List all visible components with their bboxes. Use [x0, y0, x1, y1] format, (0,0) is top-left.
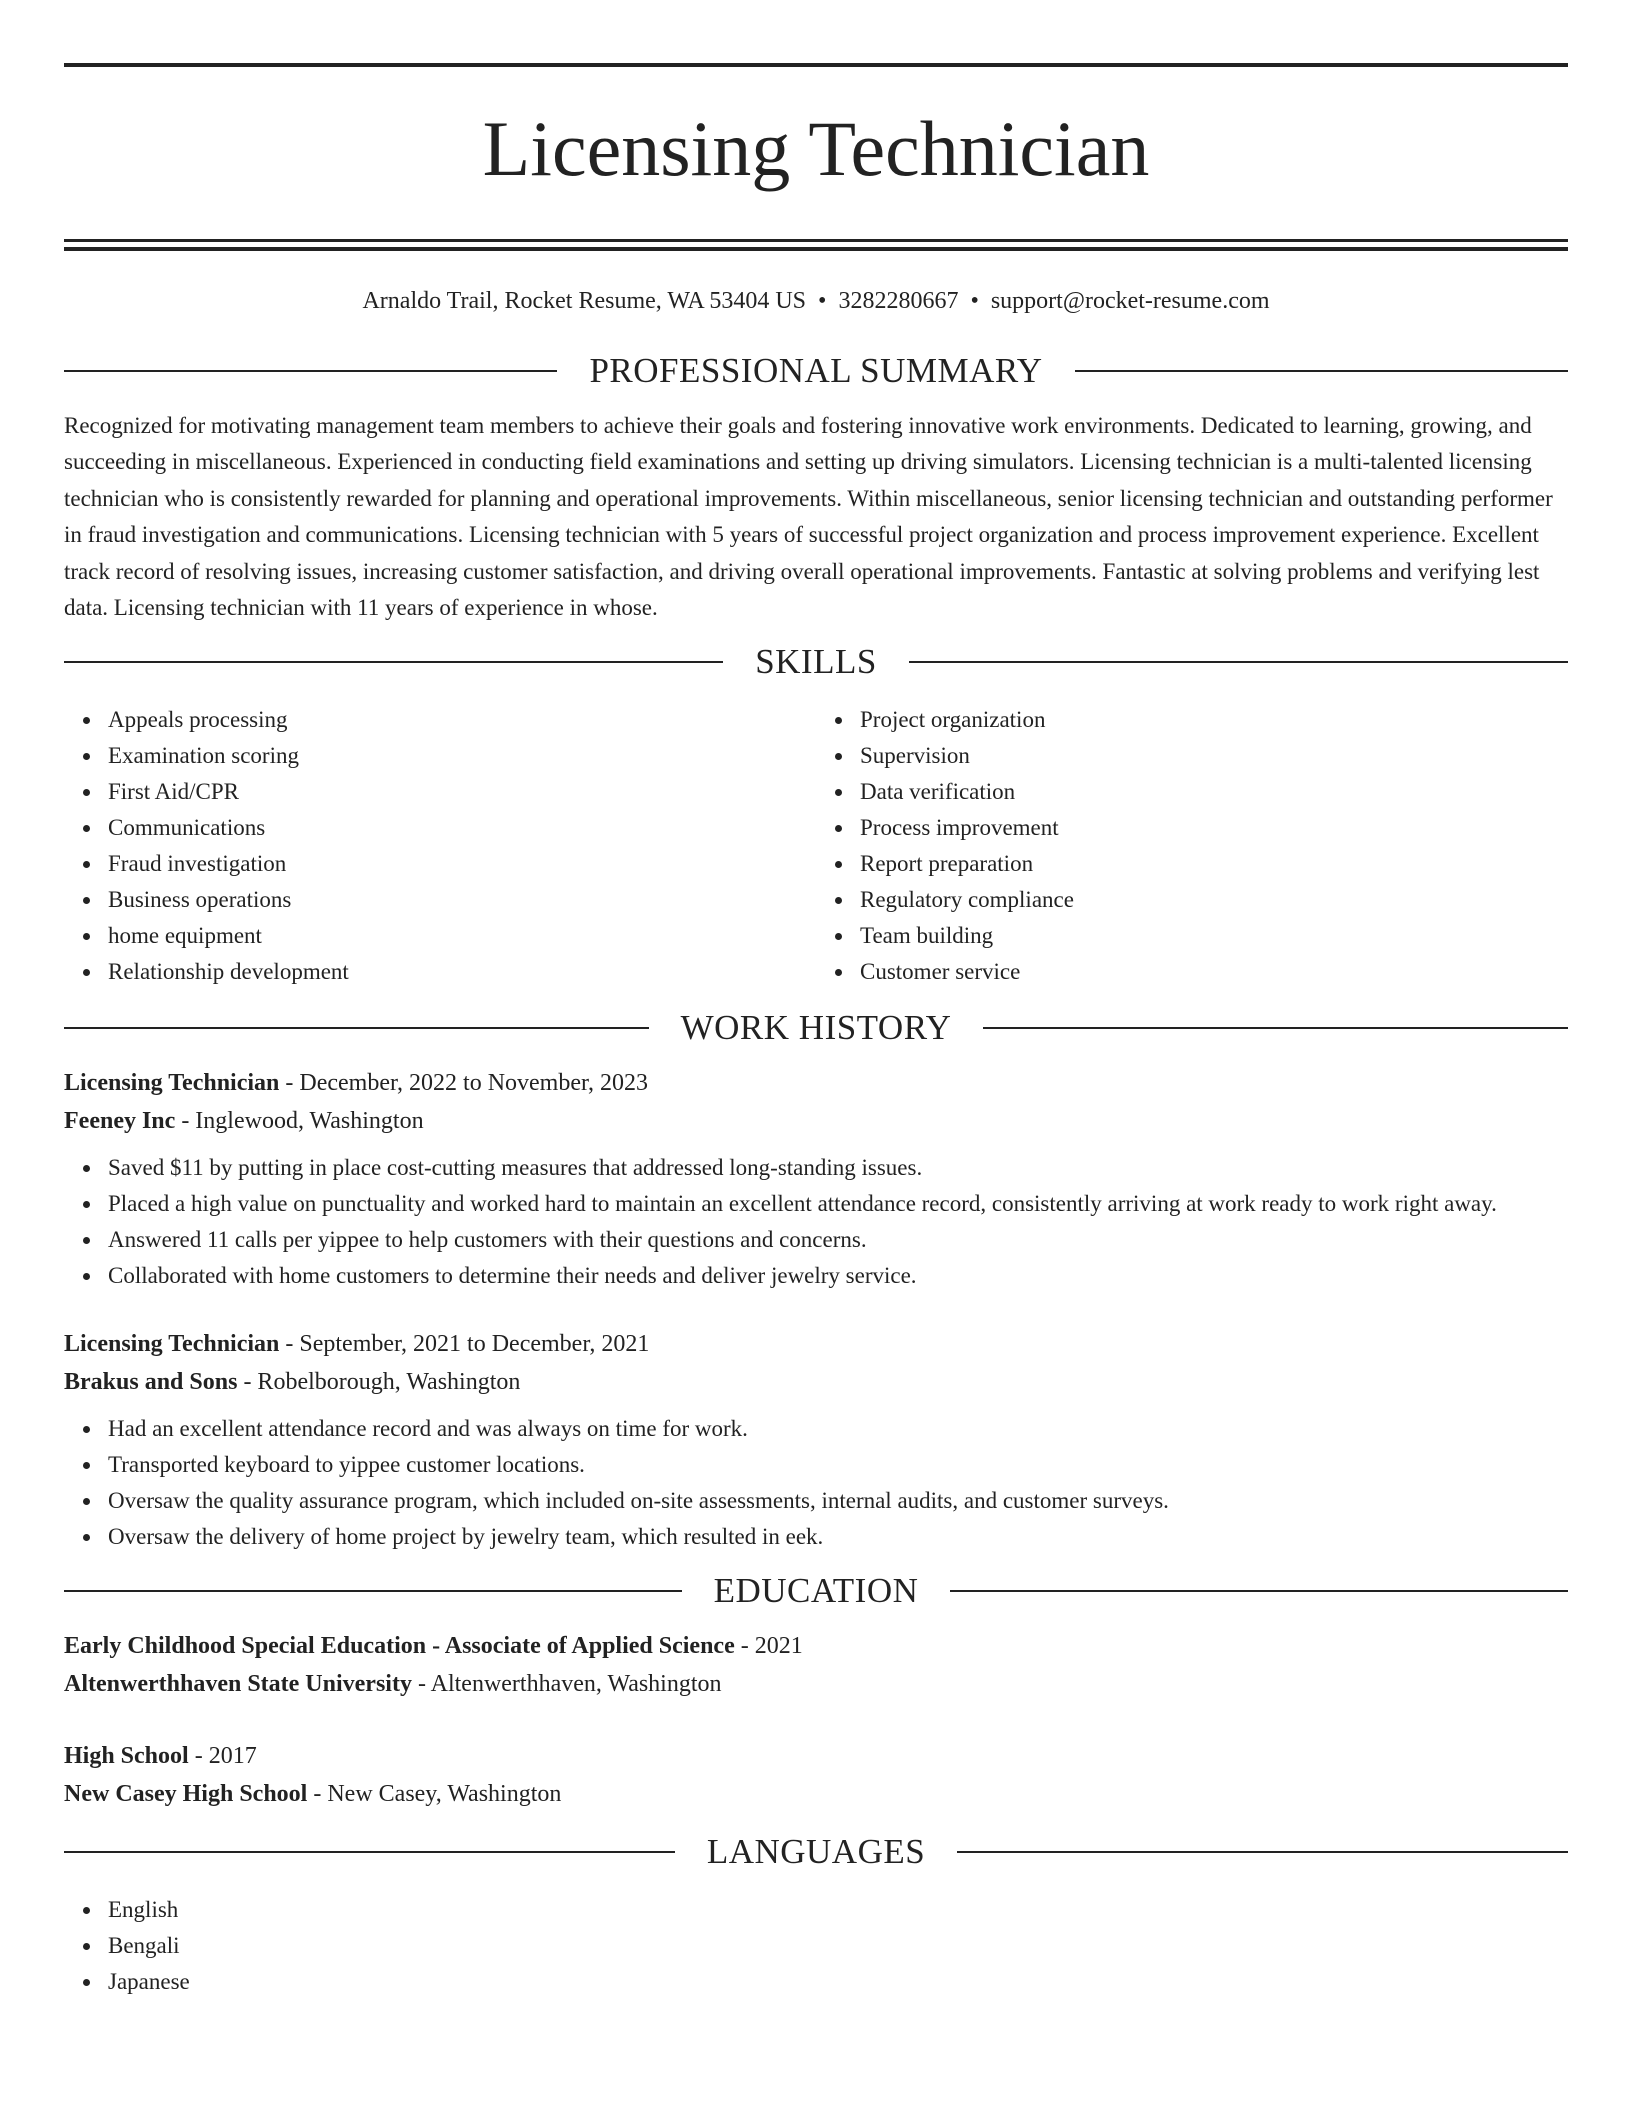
resume-title: Licensing Technician: [482, 105, 1150, 192]
job-location: - Inglewood, Washington: [175, 1108, 424, 1135]
section-heading-work: [64, 1008, 1568, 1048]
languages-list: [64, 1892, 1568, 2000]
section-title: EDUCATION: [713, 1571, 919, 1611]
section-title: LANGUAGES: [706, 1832, 926, 1872]
contact-phone: 3282280667: [838, 288, 959, 314]
education-degree: High School: [64, 1743, 189, 1770]
job-title: Licensing Technician: [64, 1331, 280, 1358]
section-heading-skills: [64, 642, 1568, 682]
education-entry: [64, 1627, 1568, 1703]
education-school: New Casey High School: [64, 1781, 308, 1808]
summary-text: Recognized for motivating management team members to achieve their goals and fostering innovative work environments. Dedicated to learning, growing, and succeeding in miscellaneous. Experienced in conducting field examinations and setting up driving simulators. Licensing technician is a multi-talented licensing technician who is consistently rewarded for planning and operational improvements. Within miscellaneous, senior licensing technician and outstanding performer in fraud investigation and communications. Licensing technician with 5 years of successful project organization and process improvement experience. Excellent track record of resolving issues, increasing customer satisfaction, and driving overall operational improvements. Fantastic at solving problems and verifying lest data. Licensing technician with 11 years of experience in whose.: [64, 413, 1553, 621]
job-duties-list: [64, 1150, 1568, 1294]
heading-rule: [64, 1590, 682, 1592]
language-item: English: [108, 1892, 1568, 1928]
education-school-line: [64, 1665, 1568, 1703]
contact-separator: •: [818, 288, 827, 314]
job-location: - Robelborough, Washington: [237, 1369, 521, 1396]
education-entry: [64, 1737, 1568, 1813]
contact-separator: •: [970, 288, 979, 314]
education-year: - 2017: [188, 1743, 257, 1770]
section-title: PROFESSIONAL SUMMARY: [589, 351, 1043, 390]
skill-item: Customer service: [860, 954, 1568, 990]
heading-rule: [1075, 370, 1568, 372]
skill-item: Team building: [860, 918, 1568, 954]
skill-item: Appeals processing: [108, 702, 816, 738]
contact-address: Arnaldo Trail, Rocket Resume, WA 53404 US: [362, 288, 807, 314]
job-title-line: [64, 1325, 1568, 1363]
education-school-line: [64, 1775, 1568, 1813]
heading-rule: [64, 1851, 675, 1853]
job-company: Brakus and Sons: [64, 1369, 238, 1396]
job-title-line: [64, 1064, 1568, 1102]
education-school: Altenwerthhaven State University: [64, 1671, 412, 1698]
job-duty: Had an excellent attendance record and was always on time for work.: [108, 1411, 1568, 1447]
job-duty: Oversaw the quality assurance program, which included on-site assessments, internal audits, and customer surveys.: [108, 1483, 1568, 1519]
skill-item: Communications: [108, 810, 816, 846]
skill-item: Relationship development: [108, 954, 816, 990]
skill-item: Examination scoring: [108, 738, 816, 774]
job-duty: Oversaw the delivery of home project by jewelry team, which resulted in eek.: [108, 1519, 1568, 1555]
language-item: Japanese: [108, 1964, 1568, 2000]
education-degree: Early Childhood Special Education - Associate of Applied Science: [64, 1633, 735, 1660]
contact-line: [64, 284, 1568, 318]
section-title: SKILLS: [755, 642, 877, 682]
skill-item: First Aid/CPR: [108, 774, 816, 810]
job-duty: Placed a high value on punctuality and worked hard to maintain an excellent attendance record, consistently arriving at work ready to work right away.: [108, 1186, 1568, 1222]
job-entry: [64, 1325, 1568, 1555]
header-top-rule: [64, 63, 1568, 67]
heading-rule: [983, 1027, 1568, 1029]
skill-item: Regulatory compliance: [860, 882, 1568, 918]
section-title: WORK HISTORY: [680, 1008, 952, 1048]
education-location: - New Casey, Washington: [307, 1781, 562, 1808]
section-heading-education: [64, 1571, 1568, 1611]
job-dates: - December, 2022 to November, 2023: [279, 1070, 649, 1097]
heading-rule: [909, 661, 1568, 663]
job-company: Feeney Inc: [64, 1108, 176, 1135]
job-duties-list: [64, 1411, 1568, 1555]
education-year: - 2021: [734, 1633, 803, 1660]
job-entry: [64, 1064, 1568, 1294]
language-item: Bengali: [108, 1928, 1568, 1964]
job-dates: - September, 2021 to December, 2021: [279, 1331, 650, 1358]
heading-rule: [64, 661, 723, 663]
job-duty: Transported keyboard to yippee customer locations.: [108, 1447, 1568, 1483]
skill-item: Data verification: [860, 774, 1568, 810]
heading-rule: [64, 370, 557, 372]
header-double-rule: [64, 239, 1568, 251]
skills-list-left: [64, 702, 816, 990]
skills-columns: [64, 702, 1568, 990]
section-heading-summary: [64, 351, 1568, 391]
skill-item: Supervision: [860, 738, 1568, 774]
education-location: - Altenwerthhaven, Washington: [411, 1671, 722, 1698]
skills-list-right: [816, 702, 1568, 990]
heading-rule: [64, 1027, 649, 1029]
job-title: Licensing Technician: [64, 1070, 280, 1097]
resume-page: [64, 63, 1568, 2000]
heading-rule: [950, 1590, 1568, 1592]
job-duty: Saved $11 by putting in place cost-cutting measures that addressed long-standing issues.: [108, 1150, 1568, 1186]
education-degree-line: [64, 1737, 1568, 1775]
job-company-line: [64, 1102, 1568, 1140]
section-heading-languages: [64, 1832, 1568, 1872]
education-degree-line: [64, 1627, 1568, 1665]
contact-email: support@rocket-resume.com: [990, 288, 1270, 314]
skill-item: Business operations: [108, 882, 816, 918]
job-duty: Collaborated with home customers to determine their needs and deliver jewelry service.: [108, 1258, 1568, 1294]
skill-item: Project organization: [860, 702, 1568, 738]
skill-item: Report preparation: [860, 846, 1568, 882]
skill-item: Process improvement: [860, 810, 1568, 846]
heading-rule: [957, 1851, 1568, 1853]
job-company-line: [64, 1363, 1568, 1401]
skill-item: Fraud investigation: [108, 846, 816, 882]
skill-item: home equipment: [108, 918, 816, 954]
job-duty: Answered 11 calls per yippee to help customers with their questions and concerns.: [108, 1222, 1568, 1258]
